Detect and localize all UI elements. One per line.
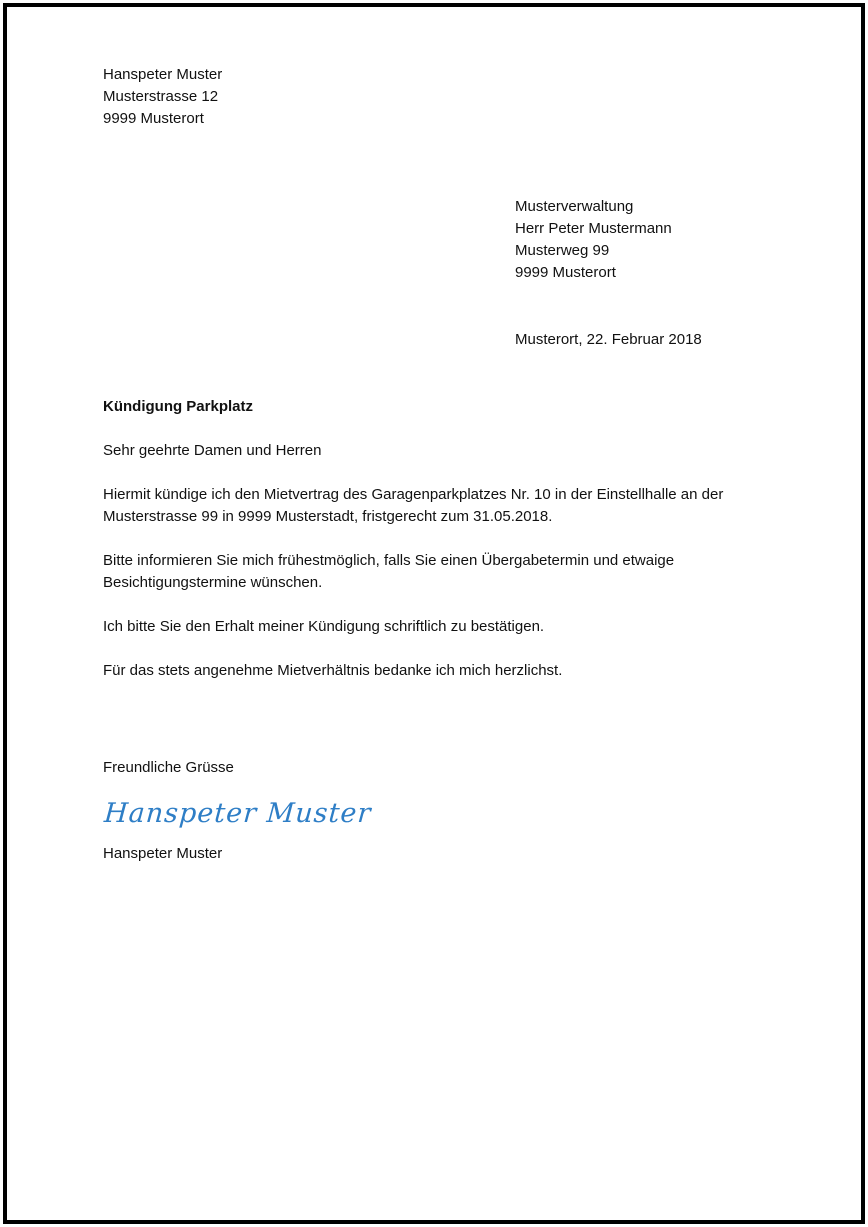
closing-phrase: Freundliche Grüsse xyxy=(103,759,234,776)
signature-printed-name: Hanspeter Muster xyxy=(103,845,223,862)
sender-street: Musterstrasse 12 xyxy=(103,88,219,105)
letter-page xyxy=(3,3,865,1224)
recipient-company: Musterverwaltung xyxy=(515,198,634,215)
sender-city: 9999 Musterort xyxy=(103,110,204,127)
recipient-city: 9999 Musterort xyxy=(515,264,616,281)
sender-name: Hanspeter Muster xyxy=(103,66,223,83)
body-paragraph: Für das stets angenehme Mietverhältnis bedanke ich mich herzlichst. xyxy=(103,662,563,679)
subject-line: Kündigung Parkplatz xyxy=(103,398,253,415)
handwritten-signature: Hanspeter Muster xyxy=(103,798,373,829)
body-paragraph: Hiermit kündige ich den Mietvertrag des Garagenparkplatzes Nr. 10 in der Einstellhalle an der Musterstrasse 99 in 9999 Musterstadt, fristgerecht zum 31.05.2018. xyxy=(103,486,724,525)
recipient-name: Herr Peter Mustermann xyxy=(515,220,672,237)
salutation: Sehr geehrte Damen und Herren xyxy=(103,442,322,459)
sender-address-block xyxy=(103,64,761,130)
recipient-address-block xyxy=(515,196,761,284)
body-paragraph: Ich bitte Sie den Erhalt meiner Kündigung schriftlich zu bestätigen. xyxy=(103,618,545,635)
body-paragraph: Bitte informieren Sie mich frühestmöglich, falls Sie einen Übergabetermin und etwaige Besichtigungstermine wünschen. xyxy=(103,552,675,591)
place-and-date: Musterort, 22. Februar 2018 xyxy=(515,331,702,348)
recipient-street: Musterweg 99 xyxy=(515,242,610,259)
